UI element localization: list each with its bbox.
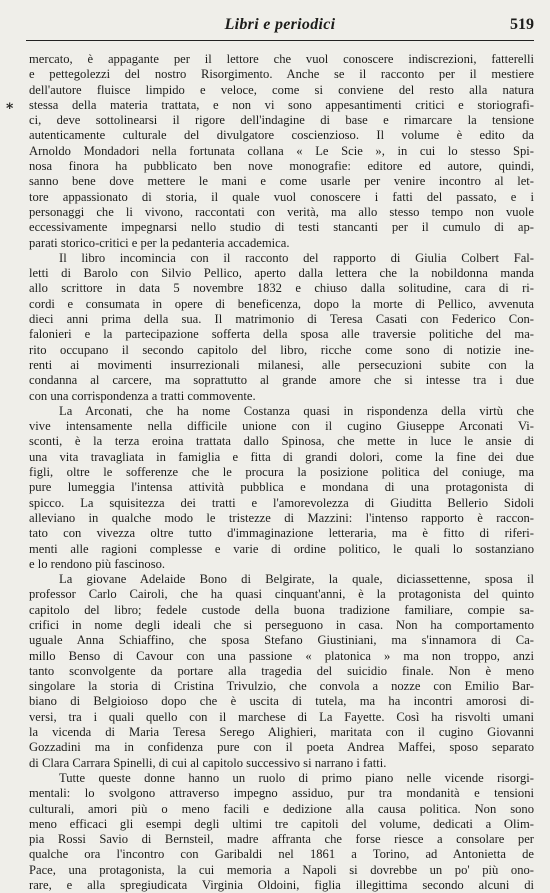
text-line: Arnoldo Mondadori nella fortunata collana « Le Scie », in cui lo stesso Spi- <box>29 143 534 158</box>
text-line: sanno bene dove mettere le mani e come usarle per venire incontro al let- <box>29 174 534 189</box>
text-line: una vita travagliata in famiglia e fitta di grandi dolori, come la fine dei due <box>29 449 534 464</box>
text-line: vive intensamente nella difficile unione con il cugino Giuseppe Arconati Vi- <box>29 419 534 434</box>
text-line: tanto sconvolgente da portare alla tragedia del suicidio finale. Non è meno <box>29 663 534 678</box>
body-text <box>29 52 534 893</box>
text-line: sconti, è la terza eroina trattata dallo Spinosa, che mette in luce le ansie di <box>29 434 534 449</box>
page-number: 519 <box>510 16 534 33</box>
text-line: eccessivamente impegnarsi nello studio di testi stancanti per il cumulo di ap- <box>29 220 534 235</box>
text-line: pia Rossi Savio di Bernsteil, madre affranta che forse riesce a consolare per <box>29 832 534 847</box>
text-line: La Arconati, che ha nome Costanza quasi in rispondenza della virtù che <box>59 403 534 418</box>
text-line: dieci anni prima della sua. Il matrimonio di Teresa Casati con Federico Con- <box>29 312 534 327</box>
text-line: qualche ora l'incontro con Garibaldi nel 1861 a Torino, ad Antonietta de <box>29 847 534 862</box>
text-line: letti di Barolo con Silvio Pellico, aperto dalla lettera che la nobildonna manda <box>29 266 534 281</box>
text-line: personaggi che li vivono, raccontati con verità, ma allo stesso tempo non vuole <box>29 204 534 219</box>
margin-mark: ⁎ <box>6 98 14 113</box>
text-line: rare, e alla spregiudicata Virginia Oldoini, figlia illegittima secondo alcuni di <box>29 878 534 893</box>
text-line: La giovane Adelaide Bono di Belgirate, la quale, diciassettenne, sposa il <box>59 572 534 587</box>
text-line: millo Benso di Cavour con una passione « platonica » ma non troppo, anzi <box>29 648 534 663</box>
text-line: parati storico-critici e per la pedanteria accademica. <box>29 235 290 250</box>
text-line: uguale Anna Schiaffino, che sposa Stefano Giustiniani, ma s'innamora di Ca- <box>29 633 534 648</box>
text-line: pure lumeggia l'intensa attività pubblica e mondana di una protagonista di <box>29 480 534 495</box>
text-line: falonieri e la partecipazione sofferta della sposa alle traversie politiche del ma- <box>29 327 534 342</box>
text-line: figli, oltre le sofferenze che le procura la posizione politica del coniuge, ma <box>29 465 534 480</box>
text-line: la vicenda di Maria Teresa Serego Alighieri, maritata con il cugino Giovanni <box>29 725 534 740</box>
text-line: professor Carlo Cairoli, che ha quasi cinquant'anni, è la protagonista del quinto <box>29 587 534 602</box>
text-line: stessa della materia trattata, e non vi sono appesantimenti critici e storiografi- <box>29 97 534 112</box>
text-line: capitolo del libro; fedele custode della buona tradizione familiare, compie sa- <box>29 602 534 617</box>
text-line: dell'autore fluisce limpido e veloce, come si conviene del resto alla natura <box>29 82 534 97</box>
running-title: Libri e periodici <box>224 16 336 33</box>
text-line: nosa finora ha pubblicato ben nove monografie: editore ed autore, quindi, <box>29 159 534 174</box>
text-line: culturali, amori più o meno facili e dedizione alla causa politica. Non sono <box>29 801 534 816</box>
text-line: condanna al carcere, ma soprattutto al grande amore che si intesse tra i due <box>29 373 534 388</box>
text-line: e pettegolezzi del nostro Risorgimento. Anche se il racconto per il mestiere <box>29 67 534 82</box>
text-line: alleviano in qualche modo le tristezze di Mazzini: l'intenso rapporto è raccon- <box>29 510 534 525</box>
text-line: Pace, una protagonista, la cui memoria a Napoli si dovrebbe un po' più ono- <box>29 862 534 877</box>
text-line: meno efficaci gli esempi degli ultimi tre capitoli del volume, dedicati a Olim- <box>29 816 534 831</box>
page-header <box>26 12 534 41</box>
text-line: rito occupano il secondo capitolo del libro, ricche come sono di notizie ine- <box>29 342 534 357</box>
text-line: mentali: lo svolgono attraverso impegno assiduo, pur tra mondanità e tensioni <box>29 786 534 801</box>
text-line: con una corrispondenza a tratti commovente. <box>29 388 256 403</box>
text-line: tore appassionato di storia, il quale vuol conoscere i fatti del passato, e i <box>29 189 534 204</box>
text-line: renti ai movimenti insurrezionali milanesi, alle persecuzioni subite con la <box>29 357 534 372</box>
text-line: crifici in nome degli ideali che si perseguono in casa. Non ha comportamento <box>29 617 534 632</box>
text-line: mercato, è appagante per il lettore che vuol conoscere indiscrezioni, fatterelli <box>29 52 534 66</box>
text-line: biano di Belgioioso dopo che è uscita di tutela, ma ha incontri amorosi di- <box>29 694 534 709</box>
text-line: Tutte queste donne hanno un ruolo di primo piano nelle vicende risorgi- <box>59 770 534 785</box>
text-line: menti alle ragioni complesse e varie di ordine politico, le quali lo sostanziano <box>29 541 534 556</box>
text-line: cordi e consumata in opere di beneficenza, dopo la morte di Pellico, avvenuta <box>29 296 534 311</box>
text-line: spicco. La squisitezza dei tratti e l'amorevolezza di Giuditta Bellerio Sidoli <box>29 495 534 510</box>
text-line: ci, deve sottolinearsi il rigore dell'indagine di base e rimarcare la tensione <box>29 113 534 128</box>
text-line: di Clara Carrara Spinelli, di cui al capitolo successivo si narrano i fatti. <box>29 755 387 770</box>
text-line: e lo rendono più fascinoso. <box>29 556 166 571</box>
text-line: Il libro incomincia con il racconto del rapporto di Giulia Colbert Fal- <box>59 250 534 265</box>
text-line: singolare la storia di Cristina Trivulzio, che convola a nozze con Emilio Bar- <box>29 679 534 694</box>
text-line: tato con vivezza oltre tutto d'immaginazione letteraria, ma è fitto di riferi- <box>29 526 534 541</box>
text-line: allo scrittore in data 5 novembre 1832 e chiuso dalla solitudine, cara di ri- <box>29 281 534 296</box>
text-line: versi, tra i quali quello con il marchese di La Fayette. Così ha risvolti umani <box>29 709 534 724</box>
text-line: autenticamente culturale del divulgatore coscienzioso. Il volume è edito da <box>29 128 534 143</box>
text-line: Gozzadini ma in confidenza pure con il poeta Andrea Maffei, sposo separato <box>29 740 534 755</box>
